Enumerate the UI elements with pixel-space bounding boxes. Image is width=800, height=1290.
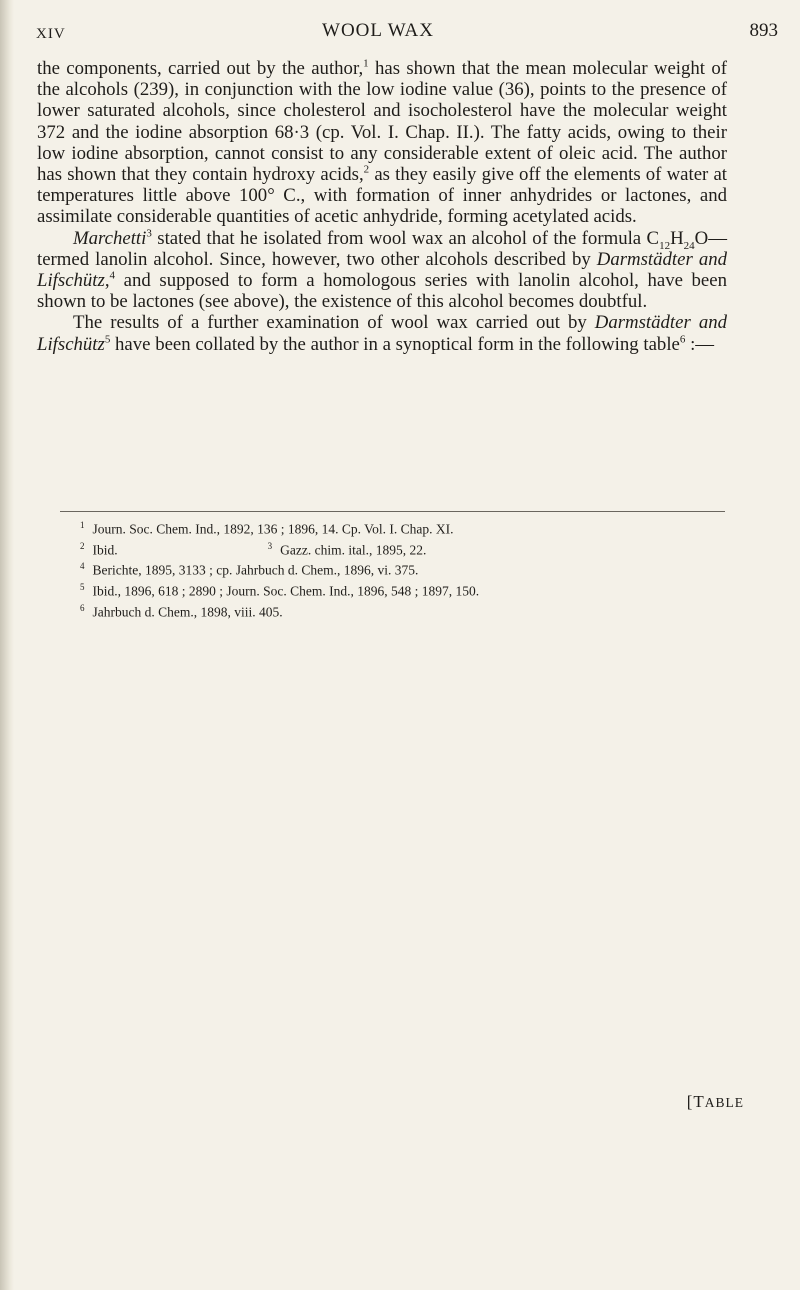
paragraph: The results of a further examination of wool wax carried out by Darmstädter and Lifschütz$^5$ have been collated by the author in a synoptical form in the following table$^6$ :— [37,312,727,355]
footnotes [80,517,720,621]
running-title: WOOL WAX [322,20,434,41]
page-gutter-shadow [0,0,14,1290]
footnote: $^6$ Jahrbuch d. Chem., 1898, viii. 405. [80,602,283,620]
paragraph: the components, carried out by the author,$^1$ has shown that the mean molecular weight of the alcohols (239), in conjunction with the low iodine value (36), points to the presence of lower saturated alcohols, since cholesterol and isocholesterol have the molecular weight 372 and the iodine absorption 68·3 (cp. Vol. I. Chap. II.). The fatty acids, owing to their low iodine absorption, cannot consist to any considerable extent of oleic acid. The author has shown that they contain hydroxy acids,$^2$ as they easily give off the elements of water at temperatures little above 100° C., with formation of inner anhydrides or lactones, and assimilate considerable quantities of acetic anhydride, forming acetylated acids. [37,57,727,228]
catchword: [TABLE [686,1092,744,1111]
running-header [36,20,778,50]
page-number: 893 [749,20,778,41]
body-text [37,58,727,355]
footnote: $^1$ Journ. Soc. Chem. Ind., 1892, 136 ; 1896, 14. Cp. Vol. I. Chap. XI. [80,520,454,537]
footnote: $^2$ Ibid. $^3$ Gazz. chim. ital., 1895, 22. [80,540,427,558]
paragraph: Marchetti$^3$ stated that he isolated from wool wax an alcohol of the formula $C_{12}H_{24}O—termed$ lanolin alcohol. Since, however, two other alcohols described by Darmstädter and Lifschütz,$^4$ and supposed to form a homologous series with lanolin alcohol, have been shown to be lactones (see above), the existence of this alcohol becomes doubtful. [37,227,727,313]
footnote-rule [60,511,725,512]
footnote: $^4$ Berichte, 1895, 3133 ; cp. Jahrbuch d. Chem., 1896, vi. 375. [80,561,419,578]
chapter-marker: XIV [36,26,66,42]
footnote: $^5$ Ibid., 1896, 618 ; 2890 ; Journ. Soc. Chem. Ind., 1896, 548 ; 1897, 150. [80,582,480,599]
